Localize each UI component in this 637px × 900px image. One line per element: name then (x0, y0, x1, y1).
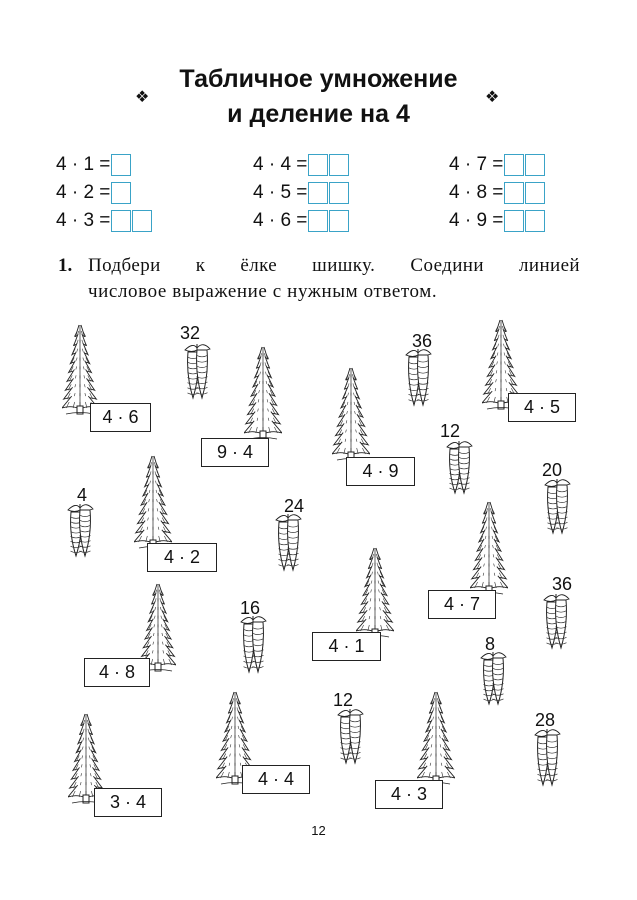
tree-expression-box[interactable]: 4 · 6 (90, 403, 151, 432)
task-number: 1. (58, 255, 73, 276)
fir-tree-icon (244, 345, 282, 445)
table-expression: 4 · 2 = (56, 182, 111, 203)
table-expression: 4 · 9 = (449, 210, 504, 231)
diamond-ornament-left-icon: ❖ (135, 87, 150, 106)
answer-box[interactable] (111, 182, 131, 204)
table-row (449, 208, 545, 234)
answer-box[interactable] (504, 154, 524, 176)
fir-tree-icon (356, 546, 394, 643)
table-expression: 4 · 6 = (253, 210, 308, 231)
pine-cone-icon[interactable] (532, 725, 562, 792)
tree-expression-box[interactable]: 4 · 5 (508, 393, 576, 422)
pine-cone-icon[interactable] (543, 475, 571, 540)
answer-box[interactable] (504, 182, 524, 204)
table-expression: 4 · 8 = (449, 182, 504, 203)
tree-expression-box[interactable]: 4 · 1 (312, 632, 381, 661)
page-title-line2: и деление на 4 (227, 100, 410, 128)
table-expression: 4 · 5 = (253, 182, 308, 203)
page-number: 12 (311, 823, 326, 838)
table-row (253, 180, 349, 206)
cone-answer-number: 28 (535, 710, 556, 730)
cone-answer-number: 12 (440, 421, 461, 441)
task-text-line2 (88, 281, 437, 303)
answer-box[interactable] (504, 210, 524, 232)
table-row (449, 152, 545, 178)
task-text-line1 (58, 255, 580, 277)
answer-box[interactable] (308, 210, 328, 232)
table-expression: 4 · 3 = (56, 210, 111, 231)
table-expression: 4 · 7 = (449, 154, 504, 175)
answer-box[interactable] (308, 182, 328, 204)
answer-box[interactable] (525, 210, 545, 232)
pine-cone-icon[interactable] (445, 437, 473, 500)
cone-answer-number: 20 (542, 460, 563, 480)
task-instruction-2: числовое выражение с нужным ответом. (88, 281, 438, 302)
pine-cone-icon[interactable] (66, 500, 94, 563)
cone-answer-number: 12 (333, 690, 354, 710)
table-row (56, 180, 131, 206)
tree-expression-box[interactable]: 4 · 7 (428, 590, 496, 619)
cone-answer-number: 24 (284, 496, 305, 516)
table-row (449, 180, 545, 206)
pine-cone-icon[interactable] (273, 510, 303, 577)
pine-cone-icon[interactable] (479, 648, 507, 711)
tree-expression-box[interactable]: 9 · 4 (201, 438, 269, 467)
answer-box[interactable] (329, 154, 349, 176)
table-row (253, 208, 349, 234)
table-row (56, 152, 131, 178)
cone-answer-number: 16 (240, 598, 261, 618)
tree-expression-box[interactable]: 4 · 4 (242, 765, 310, 794)
answer-box[interactable] (111, 154, 131, 176)
table-row (253, 152, 349, 178)
answer-box[interactable] (329, 210, 349, 232)
pine-cone-icon[interactable] (335, 705, 365, 770)
diamond-ornament-right-icon: ❖ (485, 87, 500, 106)
cone-answer-number: 36 (412, 331, 433, 351)
fir-tree-icon (134, 454, 172, 554)
cone-answer-number: 36 (552, 574, 573, 594)
answer-box[interactable] (525, 154, 545, 176)
tree-expression-box[interactable]: 4 · 2 (147, 543, 217, 572)
task-instruction-1: Подбери к ёлке шишку. Соедини линией (88, 255, 580, 276)
pine-cone-icon[interactable] (542, 590, 570, 655)
tree-expression-box[interactable]: 3 · 4 (94, 788, 162, 817)
tree-expression-box[interactable]: 4 · 8 (84, 658, 150, 687)
tree-expression-box[interactable]: 4 · 3 (375, 780, 443, 809)
answer-box[interactable] (308, 154, 328, 176)
answer-box[interactable] (111, 210, 131, 232)
fir-tree-icon (417, 690, 455, 790)
fir-tree-icon (470, 500, 508, 600)
cone-answer-number: 8 (485, 634, 496, 654)
page-title-line1: Табличное умножение (179, 65, 458, 93)
pine-cone-icon[interactable] (404, 345, 432, 412)
pine-cone-icon[interactable] (182, 340, 212, 405)
tree-expression-box[interactable]: 4 · 9 (346, 457, 415, 486)
table-expression: 4 · 4 = (253, 154, 308, 175)
answer-box[interactable] (132, 210, 152, 232)
answer-box[interactable] (329, 182, 349, 204)
pine-cone-icon[interactable] (238, 612, 268, 679)
cone-answer-number: 32 (180, 323, 201, 343)
fir-tree-icon (332, 366, 370, 466)
table-row (56, 208, 152, 234)
table-expression: 4 · 1 = (56, 154, 111, 175)
answer-box[interactable] (525, 182, 545, 204)
cone-answer-number: 4 (77, 485, 88, 505)
